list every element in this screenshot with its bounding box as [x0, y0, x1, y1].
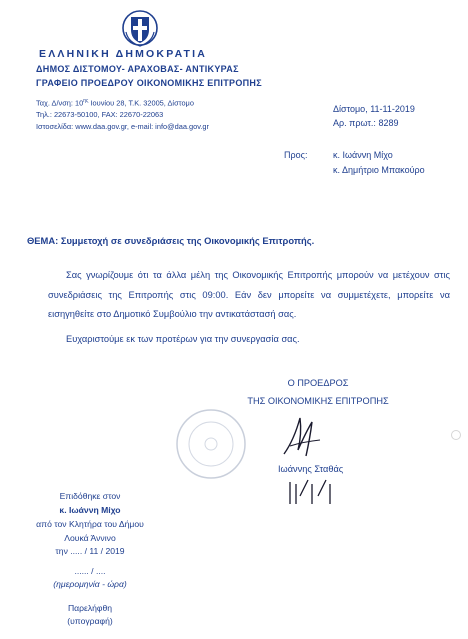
recipient-item: κ. Δημήτριο Μπακούρο [333, 165, 425, 175]
delivery-recipient: κ. Ιωάννη Μίχο [59, 505, 121, 515]
signature-title: Ο ΠΡΟΕΔΡΟΣ [287, 378, 349, 388]
office-heading: ΓΡΑΦΕΙΟ ΠΡΟΕΔΡΟΥ ΟΙΚΟΝΟΜΙΚΗΣ ΕΠΙΤΡΟΠΗΣ [36, 78, 262, 88]
country-heading: ΕΛΛΗΝΙΚΗ ΔΗΜΟΚΡΑΤΙΑ [39, 48, 208, 60]
delivery-line: Επιδόθηκε στον [59, 491, 121, 501]
signature-title-committee: ΤΗΣ ΟΙΚΟΝΟΜΙΚΗΣ ΕΠΙΤΡΟΠΗΣ [247, 396, 389, 406]
municipality-heading: ΔΗΜΟΣ ΔΙΣΤΟΜΟΥ- ΑΡΑΧΟΒΑΣ- ΑΝΤΙΚΥΡΑΣ [36, 64, 239, 74]
delivery-date: την ..... / 11 / 2019 [55, 546, 125, 556]
delivery-time-label: (ημερομηνία - ώρα) [53, 579, 127, 589]
received-label: Παρελήφθη [67, 603, 113, 613]
address-line: Ταχ. Δ/νση: $10^{\eta\varsigma}$ Ιουνίου 28, Τ.Κ. 32005, Δίστομο [36, 98, 194, 108]
signature-label: (υπογραφή) [67, 616, 113, 626]
delivery-time-blank: ...... / .... [74, 566, 106, 576]
delivery-line: Λουκά Άννινο [64, 533, 116, 543]
website-line: Ιστοσελίδα: www.daa.gov.gr, e-mail: info@daa.gov.gr [36, 122, 209, 131]
subject-line: ΘΕΜΑ: Συμμετοχή σε συνεδριάσεις της Οικονομικής Επιτροπής. [27, 235, 315, 246]
signatory-name: Ιωάννης Σταθάς [278, 464, 344, 474]
place-date: Δίστομο, 11-11-2019 [333, 104, 415, 114]
handwritten-date [286, 476, 338, 508]
protocol-number: Αρ. πρωτ.: 8289 [333, 118, 399, 128]
body-paragraph: Σας γνωρίζουμε ότι τα άλλα μέλη της Οικονομικής Επιτροπής μπορούν να μετέχουν στις συνεδριάσεις της Επιτροπής στις 09:00. Εάν δεν μπορείτε να συμμετέχετε, μπορείτε να εισηγηθείτε στο Δημοτικό Συμβούλιο την αντικατάστασή σας. [48, 270, 450, 319]
official-stamp [173, 406, 249, 482]
thanks-paragraph: Ευχαριστούμε εκ των προτέρων για την συνεργασία σας. [66, 334, 300, 344]
punch-hole-mark [451, 430, 461, 440]
handwritten-signature [276, 410, 336, 466]
phone-line: Τηλ.: 22673-50100, FAX: 22670-22063 [36, 110, 164, 119]
recipients-label: Προς: [284, 150, 308, 160]
coat-of-arms-emblem [122, 8, 158, 48]
delivery-line: από τον Κλητήρα του Δήμου [36, 519, 144, 529]
recipient-item: κ. Ιωάννη Μίχο [333, 150, 393, 160]
